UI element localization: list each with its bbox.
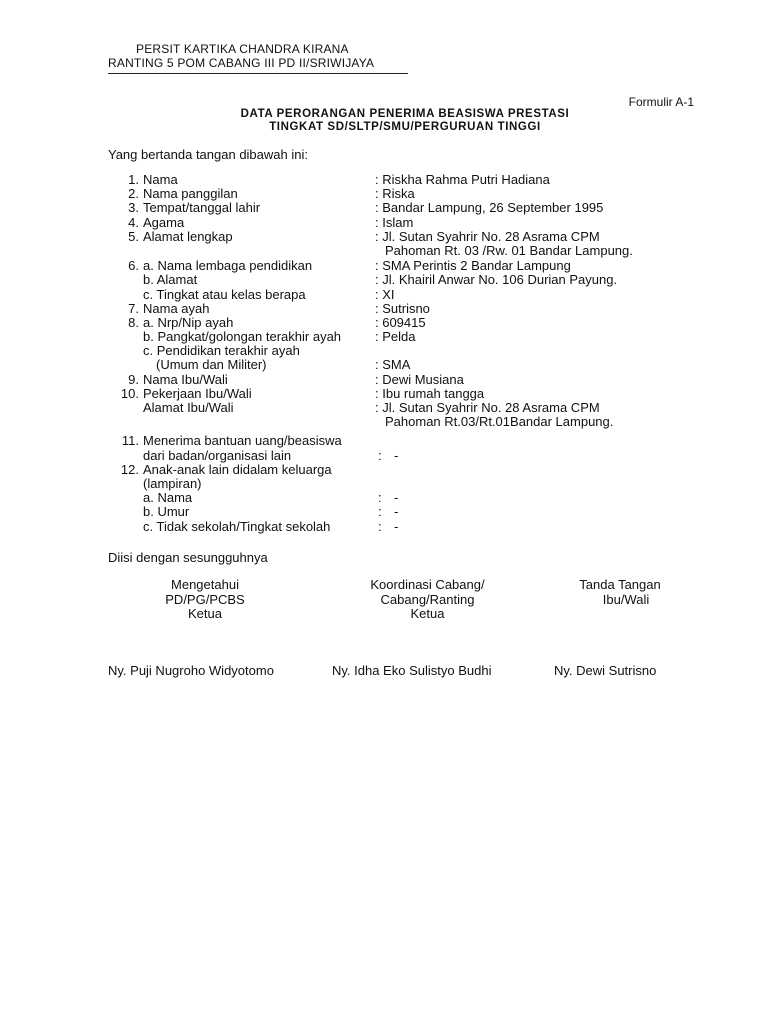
field-value: : 609415 [375, 314, 426, 330]
org-branch: RANTING 5 POM CABANG III PD II/SRIWIJAYA [108, 56, 375, 70]
field-label-continuation: (Umum dan Militer) [156, 357, 267, 373]
field-number: 8. [128, 314, 139, 330]
field-colon: : [378, 518, 382, 534]
signature-block-cabang [355, 578, 500, 622]
field-label: Pekerjaan Ibu/Wali [143, 385, 252, 401]
document-title [0, 108, 768, 134]
field-number: 11. [121, 433, 139, 449]
field-label-continuation: dari badan/organisasi lain [143, 447, 292, 463]
field-value-continuation: Pahoman Rt. 03 /Rw. 01 Bandar Lampung. [385, 242, 633, 258]
field-row [117, 477, 717, 491]
field-number: 6. [128, 258, 139, 274]
field-label: Menerima bantuan uang/beasiswa [143, 433, 342, 449]
field-value: : XI [375, 286, 395, 302]
field-number: 1. [128, 172, 139, 187]
field-row [117, 216, 717, 230]
field-row [117, 463, 717, 477]
field-value: - [394, 447, 399, 463]
field-row [117, 259, 717, 273]
field-row [117, 449, 717, 463]
field-value: - [394, 518, 399, 534]
field-row [117, 344, 717, 358]
field-label-continuation: (lampiran) [143, 475, 202, 491]
signer-name-pd: Ny. Puji Nugroho Widyotomo [108, 663, 274, 678]
field-row-continuation [117, 415, 717, 429]
field-number: 3. [128, 200, 139, 216]
signature-unit: Cabang/Ranting [380, 591, 475, 607]
field-row [117, 288, 717, 302]
field-row [117, 491, 717, 505]
field-row [117, 358, 717, 372]
field-row [117, 201, 717, 215]
field-value: : SMA [375, 357, 411, 373]
signer-name-parent: Ny. Dewi Sutrisno [554, 663, 657, 678]
field-number: 4. [128, 214, 139, 230]
field-colon: : [378, 447, 382, 463]
field-label: Nama [143, 172, 178, 187]
field-label: Alamat lengkap [143, 228, 233, 244]
field-number: 10. [120, 385, 139, 401]
field-row [117, 302, 717, 316]
field-label: c. Pendidikan terakhir ayah [143, 343, 300, 359]
field-value: - [394, 490, 399, 506]
field-value: : Bandar Lampung, 26 September 1995 [375, 200, 604, 216]
field-label: Agama [143, 214, 185, 230]
field-number: 7. [128, 300, 139, 316]
field-row [117, 434, 717, 448]
signature-block-pd [140, 578, 270, 622]
signer-name-cabang: Ny. Idha Eko Sulistyo Budhi [332, 663, 492, 678]
field-row [117, 273, 717, 287]
signature-role: Koordinasi Cabang/ [370, 577, 485, 592]
field-row [117, 387, 717, 401]
signature-unit: Ibu/Wali [602, 591, 650, 607]
field-value: : SMA Perintis 2 Bandar Lampung [375, 258, 571, 274]
field-label: b. Umur [143, 504, 190, 520]
field-value: : Islam [375, 214, 414, 230]
title-line-1: DATA PERORANGAN PENERIMA BEASISWA PRESTASI [240, 108, 570, 120]
field-label: b. Alamat [143, 272, 198, 288]
field-row [117, 330, 717, 344]
field-label: c. Tingkat atau kelas berapa [143, 286, 306, 302]
field-value: : Riskha Rahma Putri Hadiana [375, 172, 550, 187]
intro-text: Yang bertanda tangan dibawah ini: [108, 147, 308, 162]
field-row-continuation [117, 244, 717, 258]
form-code: Formulir A-1 [628, 95, 694, 109]
field-number: 12. [120, 461, 139, 477]
field-label: c. Tidak sekolah/Tingkat sekolah [143, 518, 331, 534]
field-row [117, 505, 717, 519]
field-row [117, 373, 717, 387]
signature-unit: PD/PG/PCBS [165, 591, 245, 607]
field-label: Nama Ibu/Wali [143, 371, 228, 387]
field-number: 9. [128, 371, 139, 387]
field-value-continuation: Pahoman Rt.03/Rt.01Bandar Lampung. [385, 414, 614, 430]
org-name: PERSIT KARTIKA CHANDRA KIRANA [136, 42, 349, 56]
signature-role: Tanda Tangan [579, 577, 661, 592]
signature-block-parent [550, 578, 690, 607]
signature-title: Ketua [188, 606, 222, 621]
field-value: : Sutrisno [375, 300, 430, 316]
field-value: : Dewi Musiana [375, 371, 464, 387]
field-value: - [394, 504, 399, 520]
title-line-2: TINGKAT SD/SLTP/SMU/PERGURUAN TINGGI [269, 121, 541, 133]
field-value: : Riska [375, 186, 415, 202]
field-row [117, 173, 717, 187]
field-label: Nama panggilan [143, 186, 238, 202]
organization-header [108, 42, 408, 70]
signature-title: Ketua [410, 606, 445, 621]
field-number: 5. [128, 228, 139, 244]
field-colon: : [378, 490, 382, 506]
field-label: a. Nrp/Nip ayah [143, 314, 234, 330]
field-label: Anak-anak lain didalam keluarga [143, 461, 332, 477]
field-label: a. Nama lembaga pendidikan [143, 258, 313, 274]
field-row [117, 401, 717, 415]
field-colon: : [378, 504, 382, 520]
data-fields [117, 173, 717, 534]
field-row [117, 230, 717, 244]
field-label: a. Nama [143, 490, 193, 506]
field-value: : Jl. Khairil Anwar No. 106 Durian Payung. [375, 272, 618, 288]
field-label: b. Pangkat/golongan terakhir ayah [143, 329, 342, 345]
closing-statement: Diisi dengan sesungguhnya [108, 550, 268, 565]
field-label: Nama ayah [143, 300, 210, 316]
field-number: 2. [128, 186, 139, 202]
field-label: Tempat/tanggal lahir [143, 200, 261, 216]
field-value: : Ibu rumah tangga [375, 385, 485, 401]
field-value: : Pelda [375, 329, 416, 345]
field-row [117, 187, 717, 201]
field-value: : Jl. Sutan Syahrir No. 28 Asrama CPM [375, 400, 600, 415]
field-row [117, 316, 717, 330]
field-row [117, 520, 717, 534]
field-value: : Jl. Sutan Syahrir No. 28 Asrama CPM [375, 228, 600, 244]
signature-role: Mengetahui [171, 577, 239, 592]
header-divider [108, 73, 408, 74]
field-label: Alamat Ibu/Wali [143, 400, 234, 415]
